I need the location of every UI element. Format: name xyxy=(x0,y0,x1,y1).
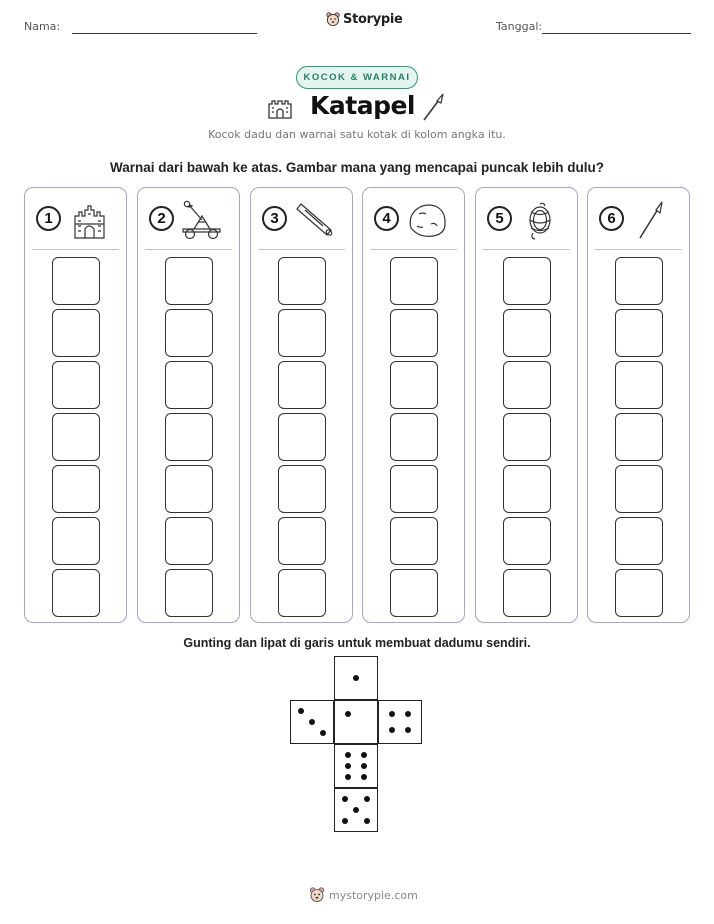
die-face-one xyxy=(334,656,378,700)
column-divider xyxy=(32,249,119,250)
die-pip xyxy=(353,807,359,813)
die-pip xyxy=(364,796,370,802)
color-box[interactable] xyxy=(390,413,438,461)
brand-name: Storypie xyxy=(343,12,403,27)
column-1 xyxy=(24,187,127,623)
color-box[interactable] xyxy=(503,361,551,409)
column-number: 4 xyxy=(374,206,399,231)
die-pip xyxy=(361,774,367,780)
color-box[interactable] xyxy=(52,569,100,617)
die-face-five xyxy=(334,788,378,832)
die-pip xyxy=(342,796,348,802)
rope-coil-icon xyxy=(518,200,562,240)
spear-icon xyxy=(420,92,446,122)
die-face-six xyxy=(334,744,378,788)
color-box[interactable] xyxy=(52,257,100,305)
color-box[interactable] xyxy=(615,361,663,409)
spear-icon xyxy=(630,200,674,240)
color-box[interactable] xyxy=(615,257,663,305)
color-box[interactable] xyxy=(615,569,663,617)
page-title: Katapel xyxy=(310,91,415,120)
column-number: 5 xyxy=(487,206,512,231)
color-box[interactable] xyxy=(503,257,551,305)
bear-mascot-icon xyxy=(326,12,340,27)
column-4 xyxy=(362,187,465,623)
color-box[interactable] xyxy=(52,361,100,409)
die-pip xyxy=(345,763,351,769)
column-6 xyxy=(587,187,690,623)
footer-url[interactable]: mystorypie.com xyxy=(329,888,418,902)
color-box[interactable] xyxy=(165,465,213,513)
color-box[interactable] xyxy=(390,517,438,565)
die-pip xyxy=(361,763,367,769)
die-pip xyxy=(298,708,304,714)
column-number: 2 xyxy=(149,206,174,231)
color-box[interactable] xyxy=(503,517,551,565)
color-box[interactable] xyxy=(52,517,100,565)
color-box[interactable] xyxy=(52,465,100,513)
column-divider xyxy=(258,249,345,250)
color-box[interactable] xyxy=(615,413,663,461)
name-line[interactable] xyxy=(72,33,257,34)
wooden-beam-icon xyxy=(293,200,337,240)
name-label: Nama: xyxy=(24,20,61,33)
color-box[interactable] xyxy=(278,413,326,461)
castle-icon xyxy=(67,200,111,240)
die-face-center xyxy=(334,700,378,744)
die-pip xyxy=(405,711,411,717)
column-divider xyxy=(595,249,682,250)
color-box[interactable] xyxy=(390,361,438,409)
die-pip xyxy=(389,727,395,733)
die-pip xyxy=(345,774,351,780)
die-pip xyxy=(389,711,395,717)
column-divider xyxy=(145,249,232,250)
color-box[interactable] xyxy=(278,569,326,617)
column-number: 1 xyxy=(36,206,61,231)
color-box[interactable] xyxy=(390,257,438,305)
date-line[interactable] xyxy=(542,33,691,34)
color-box[interactable] xyxy=(165,361,213,409)
die-pip xyxy=(364,818,370,824)
color-box[interactable] xyxy=(615,309,663,357)
column-number: 6 xyxy=(599,206,624,231)
column-number: 3 xyxy=(262,206,287,231)
color-box[interactable] xyxy=(390,309,438,357)
die-face-three xyxy=(290,700,334,744)
column-3 xyxy=(250,187,353,623)
color-box[interactable] xyxy=(278,465,326,513)
color-box[interactable] xyxy=(165,517,213,565)
die-pip xyxy=(345,711,351,717)
die-pip xyxy=(309,719,315,725)
catapult-icon xyxy=(180,200,224,240)
footer xyxy=(309,887,418,903)
die-pip xyxy=(345,752,351,758)
cut-instruction: Gunting dan lipat di garis untuk membuat dadumu sendiri. xyxy=(183,636,531,650)
color-box[interactable] xyxy=(615,465,663,513)
die-face-four xyxy=(378,700,422,744)
color-box[interactable] xyxy=(503,465,551,513)
color-box[interactable] xyxy=(165,309,213,357)
color-box[interactable] xyxy=(278,257,326,305)
die-pip xyxy=(320,730,326,736)
color-box[interactable] xyxy=(278,309,326,357)
color-box[interactable] xyxy=(52,309,100,357)
castle-icon xyxy=(266,92,294,120)
color-box[interactable] xyxy=(615,517,663,565)
instruction: Warnai dari bawah ke atas. Gambar mana yang mencapai puncak lebih dulu? xyxy=(110,160,604,175)
color-box[interactable] xyxy=(278,361,326,409)
bear-mascot-icon xyxy=(309,887,325,903)
date-label: Tanggal: xyxy=(496,20,543,33)
color-box[interactable] xyxy=(503,569,551,617)
color-box[interactable] xyxy=(165,257,213,305)
subtitle: Kocok dadu dan warnai satu kotak di kolom angka itu. xyxy=(208,128,506,141)
die-pip xyxy=(342,818,348,824)
column-5 xyxy=(475,187,578,623)
column-divider xyxy=(370,249,457,250)
color-box[interactable] xyxy=(165,569,213,617)
color-box[interactable] xyxy=(390,465,438,513)
storypie-logo xyxy=(326,12,403,27)
color-box[interactable] xyxy=(503,413,551,461)
activity-badge: KOCOK & WARNAI xyxy=(296,66,418,89)
color-box[interactable] xyxy=(390,569,438,617)
die-pip xyxy=(405,727,411,733)
boulder-icon xyxy=(405,200,449,240)
color-box[interactable] xyxy=(278,517,326,565)
die-pip xyxy=(361,752,367,758)
color-box[interactable] xyxy=(503,309,551,357)
column-divider xyxy=(483,249,570,250)
die-pip xyxy=(353,675,359,681)
color-box[interactable] xyxy=(165,413,213,461)
column-2 xyxy=(137,187,240,623)
color-box[interactable] xyxy=(52,413,100,461)
